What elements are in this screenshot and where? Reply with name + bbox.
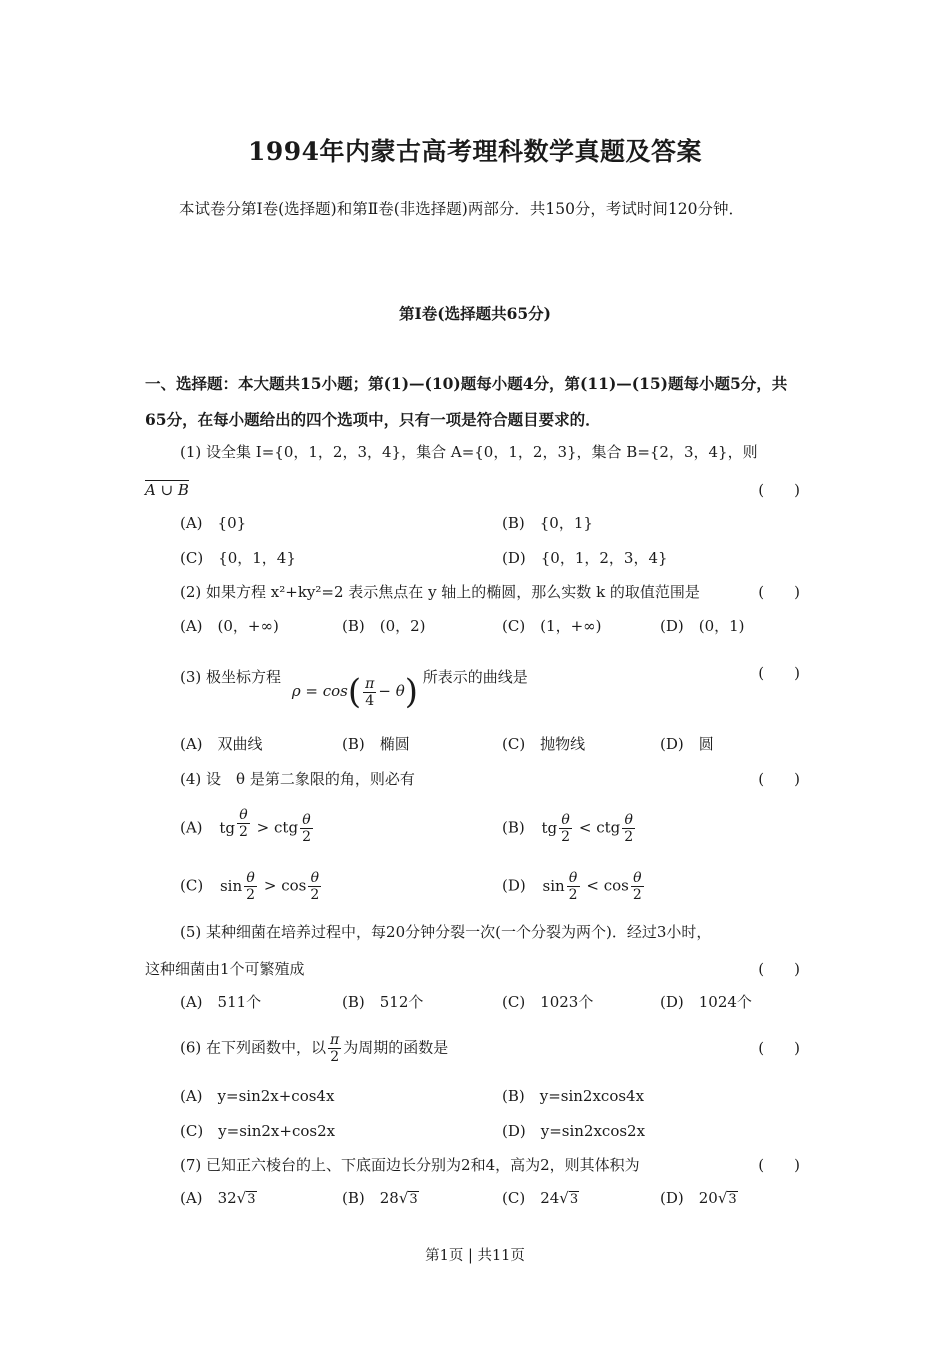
q3-right-paren: )	[404, 672, 418, 712]
q5-stem-row	[180, 920, 800, 944]
q4-b-frac1-num: θ	[559, 812, 572, 829]
q4-d-fn2: cos	[603, 876, 629, 895]
q5-number: (5)	[180, 923, 202, 941]
q4-option-c	[180, 870, 323, 903]
q4-a-fn1: tg	[219, 818, 235, 837]
q4-c-fn2: cos	[281, 876, 307, 895]
q3-pi-over-4	[363, 676, 376, 709]
q7-b-sqrt	[399, 1186, 419, 1212]
q7-c-radicand: 3	[569, 1192, 579, 1207]
q7-a-root-sign: √	[236, 1189, 247, 1207]
q4-a-relation: >	[256, 818, 270, 837]
q4-d-fn1: sin	[542, 876, 565, 895]
q2-stem-row	[180, 580, 800, 604]
q3-stem-row	[180, 661, 800, 712]
q7-b-root-sign: √	[398, 1189, 409, 1207]
q6-options-cd	[180, 1119, 800, 1143]
q4-options-ab	[180, 806, 800, 846]
q4-option-b	[502, 812, 637, 845]
q3-number: (3)	[180, 668, 202, 686]
q3-left-paren: (	[347, 672, 362, 712]
q4-d-frac2	[631, 870, 644, 903]
q1-number: (1)	[180, 443, 202, 461]
q1-options-ab	[180, 511, 800, 535]
q7-c-label: (C)	[502, 1189, 526, 1207]
q4-d-frac1-den: 2	[568, 887, 578, 903]
q2-option-a: (A) (0，+∞)	[180, 617, 279, 635]
q7-a-label: (A)	[180, 1189, 203, 1207]
q6-option-b: (B) y=sin2xcos4x	[502, 1087, 645, 1105]
q1-option-d: (D) {0，1，2，3，4}	[502, 549, 668, 567]
q4-option-d	[502, 870, 646, 903]
q3-option-d: (D) 圆	[660, 735, 714, 753]
q7-option-c	[502, 1186, 579, 1212]
q4-number: (4)	[180, 770, 202, 788]
q3-rho-cos: ρ = cos	[291, 682, 348, 700]
q5-stem: 某种细菌在培养过程中，每20分钟分裂一次(一个分裂为两个)．经过3小时，	[206, 923, 712, 941]
q1-stem-row	[180, 440, 800, 464]
q6-answer-paren: ( )	[758, 1039, 800, 1057]
q1-option-a: (A) {0}	[180, 514, 247, 532]
q4-a-frac1-den: 2	[238, 824, 248, 840]
part-heading: 一、选择题：本大题共15小题；第(1)—(10)题每小题4分，第(11)—(15)题每小题5分，共65分，在每小题给出的四个选项中，只有一项是符合题目要求的．	[145, 374, 788, 429]
q6-number: (6)	[180, 1038, 202, 1057]
q7-answer-paren: ( )	[758, 1156, 800, 1174]
q3-minus-theta: − θ	[378, 682, 405, 700]
q4-a-frac2	[300, 812, 313, 845]
q7-d-label: (D)	[660, 1189, 684, 1207]
q4-c-frac1-den: 2	[246, 887, 256, 903]
q5-stem2-row	[145, 957, 800, 981]
q3-frac-den: 4	[365, 692, 375, 709]
q7-b-coef: 28	[379, 1189, 399, 1207]
q7-options	[180, 1186, 800, 1210]
q5-answer-paren: ( )	[758, 960, 800, 978]
q4-d-frac2-num: θ	[631, 870, 644, 887]
q4-c-frac1	[244, 870, 257, 903]
q6-option-d: (D) y=sin2xcos2x	[502, 1122, 646, 1140]
q6-stem-row	[180, 1032, 800, 1072]
q7-stem-row	[180, 1153, 800, 1177]
q7-option-a	[180, 1186, 257, 1212]
q6-option-a: (A) y=sin2x+cos4x	[180, 1087, 335, 1105]
q7-stem: 已知正六棱台的上、下底面边长分别为2和4，高为2，则其体积为	[206, 1156, 640, 1174]
page-footer: 第1页 | 共11页	[425, 1248, 525, 1264]
q4-c-frac1-num: θ	[244, 870, 257, 887]
q1-stem2-row	[145, 478, 800, 502]
q2-option-d: (D) (0，1)	[660, 617, 745, 635]
q4-c-frac2	[308, 870, 321, 903]
q4-a-frac1	[237, 807, 250, 840]
q7-a-radicand: 3	[247, 1192, 256, 1207]
q7-c-root-sign: √	[559, 1189, 569, 1207]
q4-stem-row	[180, 767, 800, 791]
section-title: 第Ⅰ卷(选择题共65分)	[399, 304, 551, 323]
q4-b-relation: <	[578, 818, 592, 837]
q1-stem: 设全集 I={0，1，2，3，4}，集合 A={0，1，2，3}，集合 B={2，3，4}，则	[206, 443, 758, 461]
q4-answer-paren: ( )	[758, 770, 800, 788]
q3-stem-post: 所表示的曲线是	[422, 668, 528, 686]
q3-option-b: (B) 椭圆	[342, 735, 410, 753]
q4-b-frac2-den: 2	[624, 829, 634, 845]
q1-answer-paren: ( )	[758, 481, 800, 499]
q4-c-label: (C)	[180, 876, 204, 895]
q2-option-b: (B) (0，2)	[342, 617, 426, 635]
q4-b-frac2-num: θ	[622, 812, 635, 829]
q7-a-sqrt	[237, 1186, 257, 1212]
q4-c-fn1: sin	[219, 876, 243, 895]
q4-d-frac2-den: 2	[632, 887, 642, 903]
q4-a-frac2-num: θ	[300, 812, 313, 829]
q4-b-frac1	[559, 812, 572, 845]
q6-stem-post: 为周期的函数是	[343, 1038, 449, 1057]
q1-options-cd	[180, 546, 800, 570]
q6-option-c: (C) y=sin2x+cos2x	[180, 1122, 336, 1140]
q6-options-ab	[180, 1084, 800, 1108]
q3-option-a: (A) 双曲线	[180, 735, 263, 753]
q5-option-b: (B) 512个	[342, 993, 424, 1011]
q2-options	[180, 614, 800, 638]
q7-c-coef: 24	[540, 1189, 560, 1207]
q4-b-fn1: tg	[541, 818, 558, 837]
q4-d-frac1-num: θ	[567, 870, 580, 887]
q2-answer-paren: ( )	[758, 583, 800, 601]
q2-stem: 如果方程 x²+ky²=2 表示焦点在 y 轴上的椭圆，那么实数 k 的取值范围是	[206, 583, 700, 601]
q6-stem-pre: 在下列函数中，以	[206, 1038, 327, 1057]
q7-d-coef: 20	[698, 1189, 718, 1207]
q4-d-label: (D)	[502, 876, 526, 895]
q3-answer-paren: ( )	[758, 664, 800, 682]
q3-option-c: (C) 抛物线	[502, 735, 586, 753]
q4-stem: 设 θ 是第二象限的角，则必有	[206, 770, 415, 788]
q4-c-frac2-num: θ	[308, 870, 321, 887]
q4-a-frac2-den: 2	[302, 829, 311, 845]
q2-option-c: (C) (1，+∞)	[502, 617, 602, 635]
q4-d-relation: <	[586, 876, 599, 895]
q7-d-root-sign: √	[717, 1189, 728, 1207]
page-title: 1994年内蒙古高考理科数学真题及答案	[247, 137, 703, 166]
q7-a-coef: 32	[217, 1189, 237, 1207]
q3-frac-num: π	[365, 675, 375, 692]
q4-b-frac1-den: 2	[561, 829, 571, 845]
q4-c-frac2-den: 2	[310, 887, 320, 903]
q1-option-c: (C) {0，1，4}	[180, 549, 296, 567]
q4-a-label: (A)	[180, 818, 203, 837]
q6-frac-den: 2	[330, 1049, 340, 1065]
q5-option-a: (A) 511个	[180, 993, 262, 1011]
q7-d-sqrt	[718, 1186, 738, 1212]
q4-b-fn2: ctg	[596, 818, 621, 837]
q7-b-radicand: 3	[409, 1192, 418, 1207]
q6-pi-over-2	[328, 1032, 341, 1065]
intro-paragraph	[145, 190, 805, 228]
q5-options	[180, 990, 800, 1014]
intro-text: 本试卷分第Ⅰ卷(选择题)和第Ⅱ卷(非选择题)两部分．共150分，考试时间120分钟．	[179, 200, 745, 218]
q3-stem-pre: 极坐标方程	[206, 668, 282, 686]
q4-option-a	[180, 807, 315, 845]
q7-d-radicand: 3	[728, 1192, 737, 1207]
q2-number: (2)	[180, 583, 202, 601]
q4-a-frac1-num: θ	[237, 807, 250, 824]
q7-c-sqrt	[559, 1186, 579, 1212]
q7-option-d	[660, 1186, 738, 1212]
q5-option-c: (C) 1023个	[502, 993, 594, 1011]
q7-number: (7)	[180, 1156, 202, 1174]
q4-options-cd	[180, 864, 800, 904]
q4-b-frac2	[622, 812, 635, 845]
q7-b-label: (B)	[342, 1189, 365, 1207]
q1-set-expression: A ∪ B	[145, 481, 189, 499]
q3-formula	[291, 672, 418, 712]
q4-a-fn2: ctg	[274, 818, 299, 837]
q7-option-b	[342, 1186, 419, 1212]
q4-d-frac1	[567, 870, 580, 903]
q3-options	[180, 732, 800, 756]
q5-option-d: (D) 1024个	[660, 993, 752, 1011]
q5-stem2: 这种细菌由1个可繁殖成	[145, 960, 305, 978]
q4-c-relation: >	[263, 876, 277, 895]
q6-frac-num: π	[330, 1032, 340, 1048]
q4-b-label: (B)	[502, 818, 525, 837]
q1-option-b: (B) {0，1}	[502, 514, 593, 532]
